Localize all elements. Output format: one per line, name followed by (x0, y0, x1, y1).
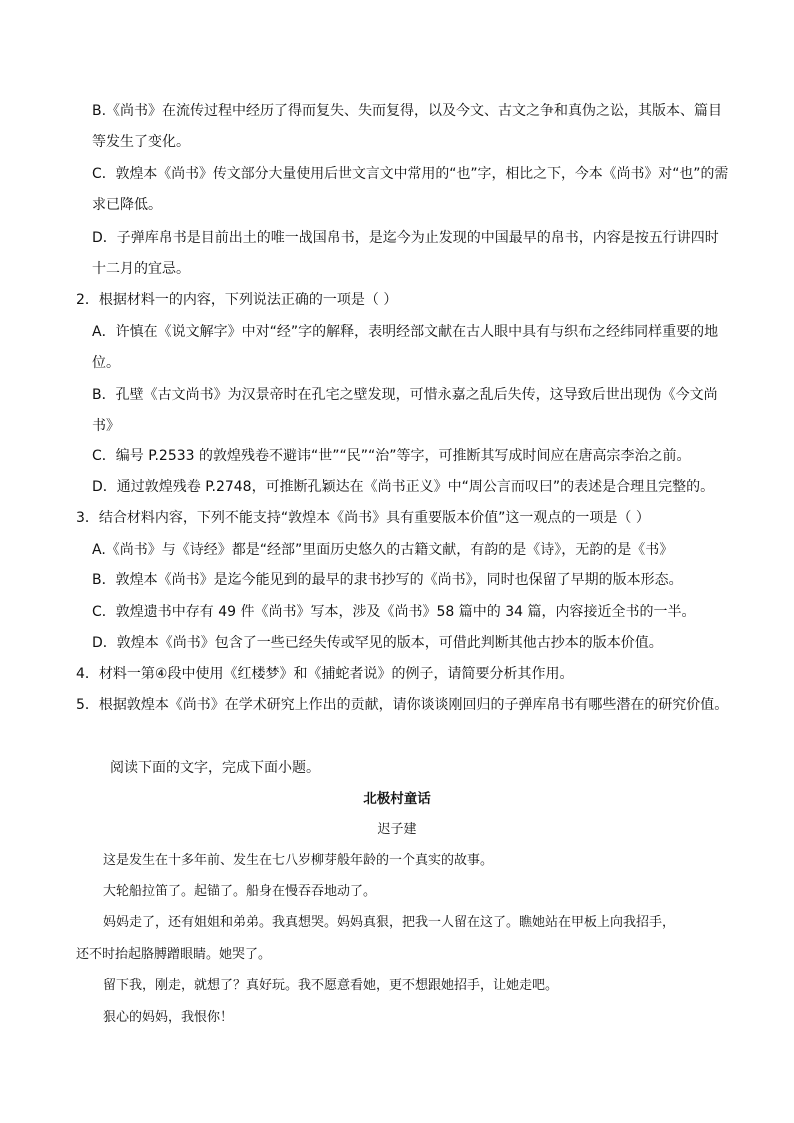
option-c-line1: C．敦煌本《尚书》传文部分大量使用后世文言文中常用的“也”字，相比之下，今本《尚书》对“也”的需 (92, 166, 729, 182)
question-3-option-a: A.《尚书》与《诗经》都是“经部”里面历史悠久的古籍文献，有韵的是《诗》，无韵的是《书》 (92, 542, 674, 558)
question-2-stem: 2．根据材料一的内容，下列说法正确的一项是（ ） (76, 292, 398, 308)
question-5: 5．根据敦煌本《尚书》在学术研究上作出的贡献，请你谈谈刚回归的子弹库帛书有哪些潜在的研究价值。 (76, 697, 729, 713)
story-paragraph-2: 大轮船拉笛了。起锚了。船身在慢吞吞地动了。 (103, 884, 377, 899)
question-2-option-d: D．通过敦煌残卷 P.2748，可推断孔颖达在《尚书正义》中“周公言而叹曰”的表述是合理且完整的。 (92, 479, 715, 495)
story-paragraph-3-line1: 妈妈走了，还有姐姐和弟弟。我真想哭。妈妈真狠，把我一人留在这了。瞧她站在甲板上向我招手， (103, 915, 676, 930)
story-paragraph-5: 狠心的妈妈，我恨你！ (103, 1010, 234, 1025)
option-c-line2: 求已降低。 (92, 197, 162, 213)
option-b-line2: 等发生了变化。 (92, 134, 190, 150)
option-b-line1: B.《尚书》在流传过程中经历了得而复失、失而复得，以及今文、古文之争和真伪之讼，其版本、篇目 (92, 103, 723, 119)
question-2-option-b-line1: B．孔壁《古文尚书》为汉景帝时在孔宅之壁发现，可惜永嘉之乱后失传，这导致后世出现伪《今文尚 (92, 387, 718, 403)
question-2-option-a-line2: 位。 (92, 355, 120, 371)
question-3-option-d: D．敦煌本《尚书》包含了一些已经失传或罕见的版本，可借此判断其他古抄本的版本价值。 (92, 635, 663, 651)
story-paragraph-4: 留下我，刚走，就想了？真好玩。我不愿意看她，更不想跟她招手，让她走吧。 (103, 978, 559, 993)
question-2-option-b-line2: 书》 (92, 418, 120, 434)
question-3-stem: 3．结合材料内容，下列不能支持“敦煌本《尚书》具有重要版本价值”这一观点的一项是（ ） (76, 510, 650, 526)
story-author: 迟子建 (377, 822, 417, 837)
story-title: 北极村童话 (363, 791, 431, 807)
question-3-option-b: B．敦煌本《尚书》是迄今能见到的最早的隶书抄写的《尚书》，同时也保留了早期的版本形态。 (92, 572, 683, 588)
question-3-option-c: C．敦煌遗书中存有 49 件《尚书》写本，涉及《尚书》58 篇中的 34 篇，内容接近全书的一半。 (92, 604, 696, 620)
question-2-option-a-line1: A．许慎在《说文解字》中对“经”字的解释，表明经部文献在古人眼中具有与织布之经纬同样重要的地 (92, 324, 719, 340)
option-d-line1: D．子弹库帛书是目前出土的唯一战国帛书，是迄今为止发现的中国最早的帛书，内容是按五行讲四时 (92, 230, 719, 246)
option-d-line2: 十二月的宜忌。 (92, 261, 190, 277)
question-2-option-c: C．编号 P.2533 的敦煌残卷不避讳“世”“民”“治”等字，可推断其写成时间应在唐高宗李治之前。 (92, 448, 691, 464)
reading-instruction: 阅读下面的文字，完成下面小题。 (110, 760, 320, 776)
story-paragraph-3-line2: 还不时抬起胳膊蹭眼睛。她哭了。 (76, 947, 272, 962)
story-paragraph-1: 这是发生在十多年前、发生在七八岁柳芽般年龄的一个真实的故事。 (103, 853, 494, 868)
question-4: 4．材料一第④段中使用《红楼梦》和《捕蛇者说》的例子，请简要分析其作用。 (76, 666, 574, 682)
